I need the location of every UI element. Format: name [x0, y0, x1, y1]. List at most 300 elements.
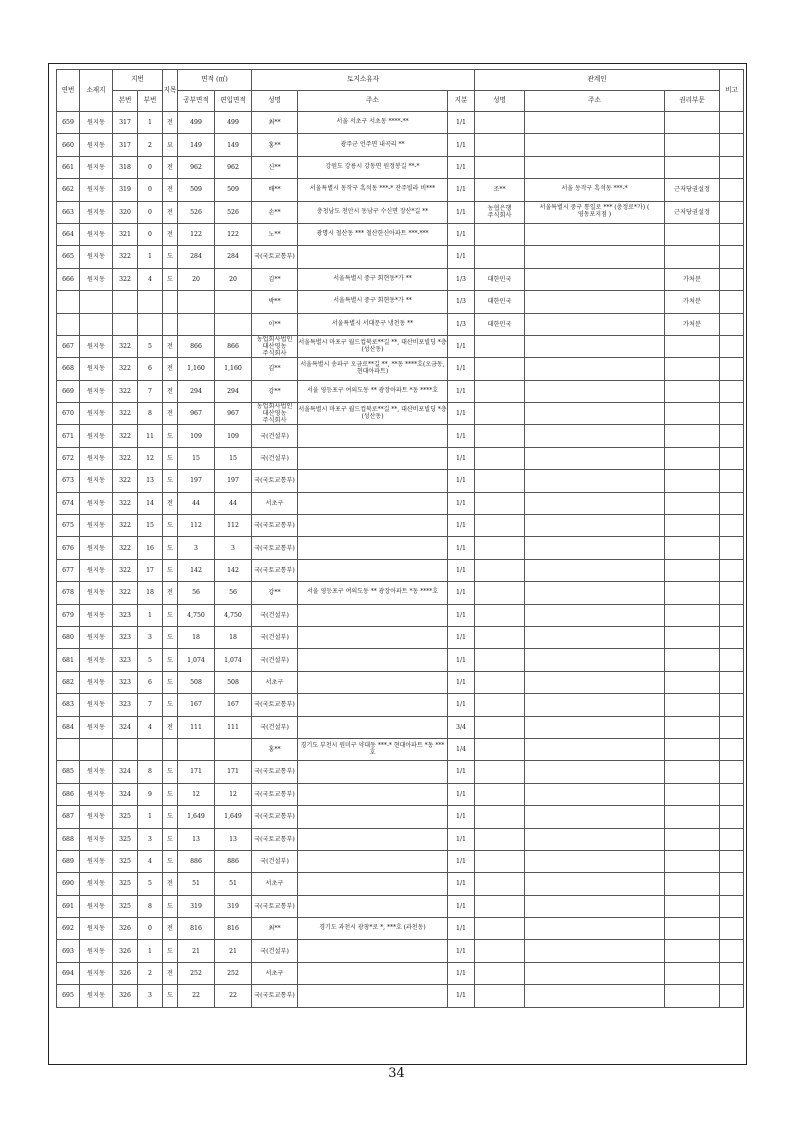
cell-public-area: 508: [178, 671, 215, 693]
cell-right-type: 근저당권설정: [665, 201, 720, 223]
cell-location: 원지동: [80, 873, 113, 895]
cell-land-type: 도: [163, 806, 178, 828]
cell-right-type: [665, 985, 720, 1007]
cell-incorporated-area: 319: [215, 895, 252, 917]
cell-seq: 675: [57, 515, 80, 537]
cell-seq: 688: [57, 828, 80, 850]
cell-owner-name: 국(건설부): [252, 940, 298, 962]
cell-right-type: [665, 112, 720, 134]
cell-incorporated-area: [215, 291, 252, 313]
cell-right-type: [665, 134, 720, 156]
cell-share: 1/1: [448, 447, 475, 469]
cell-public-area: 1,074: [178, 649, 215, 671]
cell-location: 원지동: [80, 112, 113, 134]
cell-sub-no: 8: [138, 761, 163, 783]
cell-main-no: 318: [113, 156, 138, 178]
cell-stake-name: [475, 716, 525, 738]
table-row: [57, 761, 744, 783]
cell-stake-name: [475, 335, 525, 357]
cell-share: 1/1: [448, 358, 475, 380]
cell-location: 원지동: [80, 783, 113, 805]
land-register-table: [56, 69, 744, 1008]
cell-public-area: 1,649: [178, 806, 215, 828]
cell-location: 원지동: [80, 918, 113, 940]
cell-location: 원지동: [80, 380, 113, 402]
header-seq: 연번: [57, 70, 80, 112]
cell-right-type: [665, 649, 720, 671]
cell-stake-name: [475, 895, 525, 917]
cell-owner-address: [298, 626, 448, 648]
cell-land-type: 전: [163, 335, 178, 357]
cell-location: [80, 738, 113, 760]
cell-owner-name: 국(국토교통부): [252, 783, 298, 805]
cell-stake-name: [475, 604, 525, 626]
cell-owner-name: 김**: [252, 358, 298, 380]
cell-land-type: 도: [163, 626, 178, 648]
cell-owner-name: 국(국토교통부): [252, 470, 298, 492]
cell-stake-name: [475, 962, 525, 984]
cell-owner-name: 국(국토교통부): [252, 761, 298, 783]
cell-right-type: [665, 246, 720, 268]
header-incorporated-area: 편입면적: [215, 91, 252, 112]
cell-incorporated-area: 509: [215, 179, 252, 201]
cell-sub-no: 17: [138, 559, 163, 581]
cell-location: 원지동: [80, 985, 113, 1007]
cell-incorporated-area: 12: [215, 783, 252, 805]
cell-main-no: 324: [113, 761, 138, 783]
cell-owner-address: [298, 447, 448, 469]
cell-land-type: 도: [163, 761, 178, 783]
cell-owner-address: 광주군 언주면 내곡리 **: [298, 134, 448, 156]
cell-stake-address: [525, 850, 665, 872]
cell-note: [720, 962, 744, 984]
cell-owner-name: 국(국토교통부): [252, 515, 298, 537]
cell-share: 1/1: [448, 806, 475, 828]
cell-location: 원지동: [80, 694, 113, 716]
cell-share: 1/1: [448, 604, 475, 626]
cell-stake-name: [475, 738, 525, 760]
cell-seq: 692: [57, 918, 80, 940]
cell-stake-name: [475, 403, 525, 425]
cell-location: 원지동: [80, 716, 113, 738]
cell-share: 1/1: [448, 850, 475, 872]
table-row: [57, 716, 744, 738]
cell-right-type: [665, 492, 720, 514]
cell-incorporated-area: 4,750: [215, 604, 252, 626]
table-row: [57, 201, 744, 223]
cell-owner-address: [298, 873, 448, 895]
cell-land-type: 도: [163, 850, 178, 872]
cell-location: 원지동: [80, 223, 113, 245]
cell-right-type: [665, 671, 720, 693]
cell-incorporated-area: 962: [215, 156, 252, 178]
cell-stake-name: [475, 783, 525, 805]
cell-note: [720, 223, 744, 245]
cell-share: 1/1: [448, 940, 475, 962]
cell-sub-no: 0: [138, 918, 163, 940]
cell-owner-address: [298, 716, 448, 738]
table-row: [57, 783, 744, 805]
cell-stake-name: [475, 671, 525, 693]
cell-main-no: 325: [113, 850, 138, 872]
header-sub-no: 부번: [138, 91, 163, 112]
cell-owner-address: 서울특별시 마포구 월드컵북로**길 **, 대산비포빌딩 *층 (성산동): [298, 403, 448, 425]
cell-location: 원지동: [80, 403, 113, 425]
cell-land-type: 전: [163, 403, 178, 425]
cell-incorporated-area: 252: [215, 962, 252, 984]
cell-main-no: [113, 313, 138, 335]
cell-note: [720, 358, 744, 380]
cell-share: 1/3: [448, 291, 475, 313]
cell-owner-address: [298, 783, 448, 805]
cell-owner-address: [298, 940, 448, 962]
cell-stake-name: [475, 447, 525, 469]
cell-note: [720, 492, 744, 514]
cell-seq: 686: [57, 783, 80, 805]
cell-land-type: [163, 313, 178, 335]
cell-note: [720, 134, 744, 156]
cell-land-type: 도: [163, 649, 178, 671]
cell-incorporated-area: 142: [215, 559, 252, 581]
cell-note: [720, 783, 744, 805]
cell-share: 1/1: [448, 626, 475, 648]
cell-note: [720, 246, 744, 268]
cell-owner-address: [298, 694, 448, 716]
cell-public-area: 44: [178, 492, 215, 514]
cell-owner-address: [298, 761, 448, 783]
cell-sub-no: 0: [138, 179, 163, 201]
cell-public-area: 112: [178, 515, 215, 537]
cell-public-area: 21: [178, 940, 215, 962]
cell-right-type: [665, 895, 720, 917]
cell-right-type: [665, 962, 720, 984]
cell-owner-address: [298, 470, 448, 492]
cell-owner-name: 노**: [252, 223, 298, 245]
cell-incorporated-area: 526: [215, 201, 252, 223]
cell-public-area: 197: [178, 470, 215, 492]
table-row: [57, 582, 744, 604]
cell-stake-address: [525, 447, 665, 469]
cell-stake-address: [525, 425, 665, 447]
cell-owner-address: 서울특별시 서대문구 냉천동 **: [298, 313, 448, 335]
cell-stake-address: [525, 559, 665, 581]
cell-seq: 661: [57, 156, 80, 178]
cell-right-type: [665, 582, 720, 604]
cell-owner-address: [298, 492, 448, 514]
cell-owner-name: 강**: [252, 380, 298, 402]
cell-incorporated-area: 22: [215, 985, 252, 1007]
cell-stake-address: [525, 492, 665, 514]
cell-incorporated-area: 18: [215, 626, 252, 648]
cell-main-no: 326: [113, 962, 138, 984]
cell-note: [720, 604, 744, 626]
cell-land-type: 도: [163, 268, 178, 290]
cell-location: 원지동: [80, 582, 113, 604]
cell-owner-name: 국(건설부): [252, 604, 298, 626]
cell-incorporated-area: 13: [215, 828, 252, 850]
cell-owner-address: 서울특별시 중구 회현동*가 **: [298, 291, 448, 313]
cell-seq: [57, 738, 80, 760]
cell-main-no: 321: [113, 223, 138, 245]
cell-main-no: 323: [113, 671, 138, 693]
cell-sub-no: 8: [138, 895, 163, 917]
cell-right-type: [665, 425, 720, 447]
cell-note: [720, 335, 744, 357]
cell-right-type: [665, 604, 720, 626]
cell-land-type: [163, 291, 178, 313]
cell-sub-no: 11: [138, 425, 163, 447]
cell-location: 원지동: [80, 335, 113, 357]
cell-land-type: 도: [163, 895, 178, 917]
cell-land-type: 전: [163, 156, 178, 178]
cell-stake-name: [475, 358, 525, 380]
cell-public-area: 109: [178, 425, 215, 447]
cell-seq: [57, 313, 80, 335]
cell-sub-no: 15: [138, 515, 163, 537]
table-row: [57, 246, 744, 268]
cell-share: 1/1: [448, 179, 475, 201]
cell-right-type: 가처분: [665, 291, 720, 313]
table-row: [57, 515, 744, 537]
cell-right-type: [665, 716, 720, 738]
cell-right-type: [665, 873, 720, 895]
cell-note: [720, 470, 744, 492]
cell-right-type: [665, 738, 720, 760]
table-row: [57, 268, 744, 290]
cell-share: 1/1: [448, 559, 475, 581]
cell-land-type: 도: [163, 828, 178, 850]
cell-seq: 663: [57, 201, 80, 223]
cell-stake-name: [475, 985, 525, 1007]
cell-sub-no: 0: [138, 201, 163, 223]
cell-public-area: 167: [178, 694, 215, 716]
cell-share: 1/3: [448, 313, 475, 335]
cell-land-type: 도: [163, 671, 178, 693]
cell-right-type: [665, 559, 720, 581]
cell-main-no: 324: [113, 783, 138, 805]
cell-share: 1/1: [448, 246, 475, 268]
cell-share: 1/1: [448, 492, 475, 514]
cell-stake-address: [525, 537, 665, 559]
header-stake-name: 성명: [475, 91, 525, 112]
cell-main-no: 322: [113, 470, 138, 492]
cell-sub-no: 1: [138, 604, 163, 626]
cell-public-area: 284: [178, 246, 215, 268]
cell-stake-address: [525, 761, 665, 783]
cell-location: 원지동: [80, 537, 113, 559]
cell-location: 원지동: [80, 806, 113, 828]
cell-sub-no: 0: [138, 223, 163, 245]
cell-public-area: 319: [178, 895, 215, 917]
cell-share: 1/1: [448, 895, 475, 917]
cell-main-no: 322: [113, 582, 138, 604]
cell-seq: 695: [57, 985, 80, 1007]
cell-main-no: 322: [113, 492, 138, 514]
table-row: [57, 447, 744, 469]
cell-incorporated-area: 111: [215, 716, 252, 738]
cell-location: 원지동: [80, 895, 113, 917]
cell-share: 1/1: [448, 425, 475, 447]
cell-owner-address: [298, 246, 448, 268]
header-main-no: 본번: [113, 91, 138, 112]
cell-owner-address: [298, 895, 448, 917]
cell-land-type: 전: [163, 179, 178, 201]
cell-location: 원지동: [80, 604, 113, 626]
cell-owner-address: [298, 537, 448, 559]
cell-incorporated-area: 56: [215, 582, 252, 604]
cell-share: 1/1: [448, 985, 475, 1007]
cell-land-type: 도: [163, 470, 178, 492]
cell-location: 원지동: [80, 671, 113, 693]
cell-location: 원지동: [80, 492, 113, 514]
cell-seq: 669: [57, 380, 80, 402]
cell-owner-name: 국(건설부): [252, 626, 298, 648]
cell-owner-name: 서초구: [252, 873, 298, 895]
cell-owner-name: 서초구: [252, 962, 298, 984]
cell-location: 원지동: [80, 470, 113, 492]
cell-stake-address: [525, 738, 665, 760]
cell-share: 1/1: [448, 515, 475, 537]
header-stake-address: 주소: [525, 91, 665, 112]
cell-main-no: 326: [113, 918, 138, 940]
cell-share: 3/4: [448, 716, 475, 738]
cell-stake-address: [525, 671, 665, 693]
cell-incorporated-area: 499: [215, 112, 252, 134]
cell-sub-no: 0: [138, 156, 163, 178]
cell-stake-address: [525, 515, 665, 537]
table-row: [57, 313, 744, 335]
cell-note: [720, 940, 744, 962]
cell-sub-no: 2: [138, 962, 163, 984]
cell-sub-no: 6: [138, 358, 163, 380]
cell-stake-address: [525, 156, 665, 178]
cell-stake-address: [525, 380, 665, 402]
cell-owner-name: 강**: [252, 582, 298, 604]
cell-sub-no: 4: [138, 716, 163, 738]
cell-stake-address: [525, 358, 665, 380]
cell-incorporated-area: 44: [215, 492, 252, 514]
table-row: [57, 604, 744, 626]
cell-owner-address: 충청남도 천안시 동남구 수신면 장산*길 **: [298, 201, 448, 223]
cell-share: 1/1: [448, 828, 475, 850]
cell-location: 원지동: [80, 268, 113, 290]
cell-stake-name: [475, 515, 525, 537]
cell-right-type: 근저당권설정: [665, 179, 720, 201]
cell-share: 1/1: [448, 112, 475, 134]
cell-stake-address: [525, 470, 665, 492]
header-note: 비고: [720, 70, 744, 112]
cell-note: [720, 761, 744, 783]
cell-sub-no: 14: [138, 492, 163, 514]
header-lot: 지번: [113, 70, 163, 91]
cell-owner-address: [298, 962, 448, 984]
header-land-type: 지목: [163, 70, 178, 112]
cell-owner-name: 국(건설부): [252, 649, 298, 671]
cell-land-type: 도: [163, 985, 178, 1007]
cell-stake-address: [525, 716, 665, 738]
cell-land-type: 도: [163, 515, 178, 537]
header-public-area: 공부면적: [178, 91, 215, 112]
cell-location: 원지동: [80, 515, 113, 537]
cell-main-no: 322: [113, 447, 138, 469]
cell-stake-name: [475, 850, 525, 872]
cell-seq: 666: [57, 268, 80, 290]
table-row: [57, 470, 744, 492]
cell-public-area: 509: [178, 179, 215, 201]
cell-stake-address: [525, 694, 665, 716]
cell-stake-name: [475, 626, 525, 648]
table-row: [57, 918, 744, 940]
cell-stake-address: 서울 동작구 흑석동 ***-*: [525, 179, 665, 201]
cell-note: [720, 918, 744, 940]
cell-land-type: 도: [163, 940, 178, 962]
cell-stake-name: [475, 761, 525, 783]
table-row: [57, 380, 744, 402]
cell-stake-name: [475, 425, 525, 447]
cell-seq: 679: [57, 604, 80, 626]
cell-note: [720, 291, 744, 313]
cell-note: [720, 515, 744, 537]
cell-incorporated-area: 1,160: [215, 358, 252, 380]
cell-stake-address: [525, 940, 665, 962]
cell-incorporated-area: 167: [215, 694, 252, 716]
cell-owner-name: 국(국토교통부): [252, 806, 298, 828]
cell-note: [720, 895, 744, 917]
cell-location: 원지동: [80, 962, 113, 984]
cell-main-no: 325: [113, 895, 138, 917]
cell-seq: 690: [57, 873, 80, 895]
cell-right-type: 가처분: [665, 313, 720, 335]
cell-main-no: 322: [113, 246, 138, 268]
cell-right-type: [665, 447, 720, 469]
cell-right-type: [665, 470, 720, 492]
cell-owner-name: 이**: [252, 313, 298, 335]
cell-right-type: [665, 335, 720, 357]
cell-stake-address: [525, 604, 665, 626]
cell-right-type: [665, 783, 720, 805]
cell-share: 1/1: [448, 134, 475, 156]
cell-owner-address: [298, 425, 448, 447]
cell-public-area: 866: [178, 335, 215, 357]
cell-public-area: 499: [178, 112, 215, 134]
cell-owner-address: [298, 828, 448, 850]
cell-public-area: 886: [178, 850, 215, 872]
cell-owner-address: [298, 806, 448, 828]
cell-main-no: 322: [113, 380, 138, 402]
cell-share: 1/1: [448, 962, 475, 984]
cell-stake-address: [525, 873, 665, 895]
cell-sub-no: 8: [138, 403, 163, 425]
cell-stake-name: 농협은행 주식회사: [475, 201, 525, 223]
cell-stake-address: [525, 291, 665, 313]
cell-public-area: 22: [178, 985, 215, 1007]
cell-incorporated-area: 197: [215, 470, 252, 492]
cell-stake-name: [475, 246, 525, 268]
cell-sub-no: 2: [138, 134, 163, 156]
cell-note: [720, 112, 744, 134]
table-row: [57, 806, 744, 828]
cell-seq: 694: [57, 962, 80, 984]
cell-incorporated-area: 866: [215, 335, 252, 357]
cell-public-area: 3: [178, 537, 215, 559]
cell-public-area: 111: [178, 716, 215, 738]
cell-land-type: 전: [163, 962, 178, 984]
cell-owner-address: [298, 850, 448, 872]
cell-seq: 683: [57, 694, 80, 716]
cell-share: 1/1: [448, 537, 475, 559]
cell-sub-no: 18: [138, 582, 163, 604]
cell-stake-address: [525, 918, 665, 940]
